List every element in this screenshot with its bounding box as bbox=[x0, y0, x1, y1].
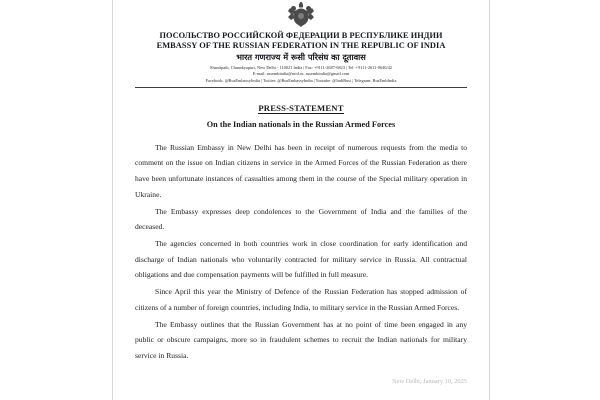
social-media-line: Facebook: @RusEmbassyIndia | Twitter: @RusEmbassyIndia | Youtube: @IndiRusi | Telegram: RusEmbIndia bbox=[205, 78, 397, 84]
statement-paragraph: The agencies concerned in both countries work in close coordination for early identification and discharge of Indian nationals who voluntarily contracted for military service in Russia. All contractual obligations and due compensation payments will be fulfilled in full measure. bbox=[135, 239, 467, 280]
letterhead bbox=[135, 0, 467, 88]
statement-body bbox=[135, 140, 467, 364]
press-statement-subtitle: On the Indian nationals in the Russian Armed Forces bbox=[206, 119, 396, 129]
organisation-name-hindi: भारत गणराज्य में रूसी परिसंघ का दूतावास bbox=[236, 51, 366, 62]
statement-paragraph: The Russian Embassy in New Delhi has been in receipt of numerous requests from the media to comment on the issue on Indian citizens in service in the Armed Forces of the Russian Federation as there have been unfortunate instances of casualties among them in the course of the Special military operation in Ukraine. bbox=[135, 142, 467, 199]
statement-paragraph: The Embassy outlines that the Russian Government has at no point of time been engaged in any public or obscure campaigns, more so in fraudulent schemes to recruit the Indian nationals for military service in Russia. bbox=[135, 319, 467, 361]
organisation-name-english: EMBASSY OF THE RUSSIAN FEDERATION IN THE REPUBLIC OF INDIA bbox=[156, 40, 446, 50]
organisation-name-russian: ПОСОЛЬСТВО РОССИЙСКОЙ ФЕДЕРАЦИИ В РЕСПУБЛИКЕ ИНДИИ bbox=[159, 31, 443, 40]
email-line: E-mail: rusembindia@mid.ru, rusembindia@gmail.com bbox=[252, 71, 350, 77]
address-line: Shantipath, Chanakyapuri, New Delhi - 110021 India | Fax: +9111-2687-6823 | Tel: +9111-2611-0640/42 bbox=[210, 64, 392, 70]
statement-paragraph: The Embassy expresses deep condolences to the Government of India and the families of the deceased. bbox=[135, 206, 467, 232]
russian-federation-coat-of-arms-icon bbox=[281, 2, 321, 28]
press-statement-title bbox=[135, 103, 467, 113]
footer-signature: New Delhi, January 10, 2025 bbox=[392, 377, 467, 385]
press-statement-title-text: PRESS-STATEMENT bbox=[258, 102, 344, 113]
contact-details bbox=[135, 65, 467, 88]
statement-paragraph: Since April this year the Ministry of Defence of the Russian Federation has stopped admission of citizens of a number of foreign countries, including India, to military service in the Russian Armed Forces. bbox=[135, 287, 467, 312]
page-right-border bbox=[489, 0, 490, 400]
document-page bbox=[113, 0, 489, 400]
